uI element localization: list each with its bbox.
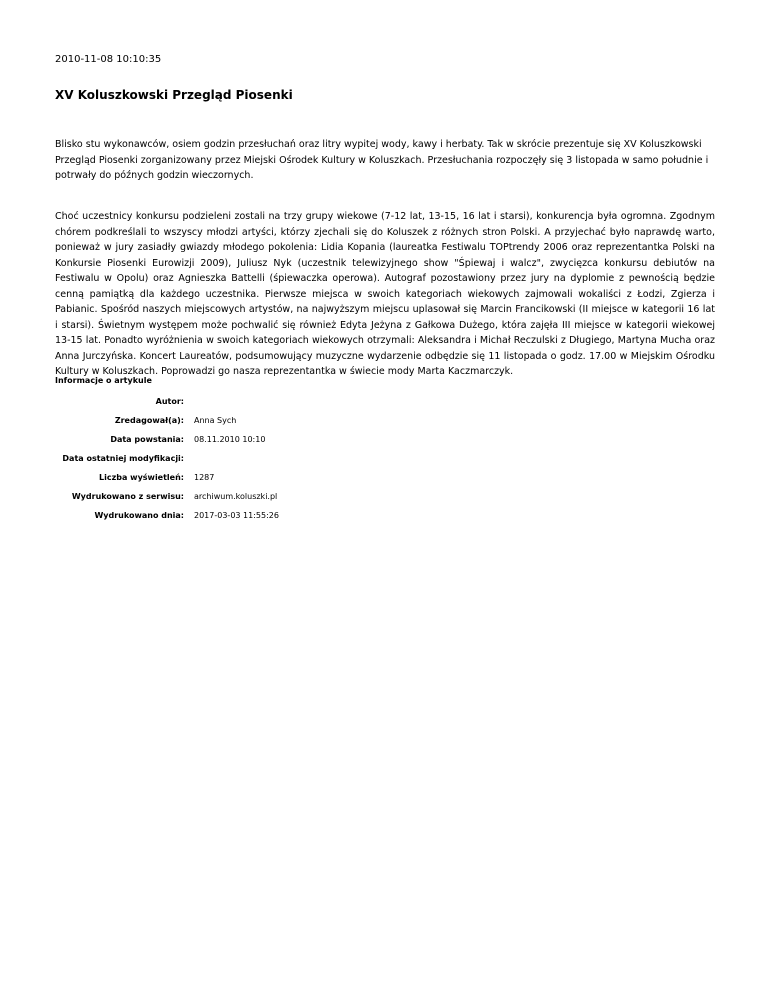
article-lead: Blisko stu wykonawców, osiem godzin przesłuchań oraz litry wypitej wody, kawy i herbaty. Tak w skrócie prezentuje się XV Koluszkowski Przegląd Piosenki zorganizowany przez Miejski Ośrodek Kultury w Koluszkach. Przesłuchania rozpoczęły się 3 listopada w samo południe i potrwały do późnych godzin wieczornych. (55, 139, 709, 181)
article-datetime: 2010-11-08 10:10:35 (55, 54, 162, 65)
info-label: Liczba wyświetleń: (99, 473, 184, 482)
info-row-author (55, 392, 279, 411)
article-title: XV Koluszkowski Przegląd Piosenki (55, 88, 293, 102)
article-body: Choć uczestnicy konkursu podzieleni zostali na trzy grupy wiekowe (7-12 lat, 13-15, 16 lat i starsi), konkurencja była ogromna. Zgodnym chórem podkreślali to wszyscy młodzi artyści, którzy zjechali się do Koluszek z różnych stron Polski. A przyjechać było naprawdę warto, ponieważ w jury zasiadły gwiazdy młodego pokolenia: Lidia Kopania (laureatka Festiwalu TOPtrendy 2006 oraz reprezentantka Polski na Konkursie Piosenki Eurowizji 2009), Juliusz Nyk (uczestnik telewizyjnego show "Śpiewaj i walcz", zwycięzca konkursu debiutów na Festiwalu w Opolu) oraz Agnieszka Battelli (śpiewaczka operowa). Autograf pozostawiony przez jury na dyplomie z pewnością będzie cenną pamiątką dla każdego uczestnika. Pierwsze miejsca w swoich kategoriach wiekowych zajmowali wokaliści z Łodzi, Zgierza i Pabianic. Spośród naszych miejscowych artystów, na najwyższym miejscu uplasował się Marcin Francikowski (II miejsce w kategorii 16 lat i starsi). Świetnym występem może pochwalić się również Edyta Jeżyna z Gałkowa Dużego, która zajęła III miejsce w kategorii wiekowej 13-15 lat. Ponadto wyróżnienia w swoich kategoriach wiekowych otrzymali: Aleksandra i Michał Reczulski z Długiego, Martyna Mucha oraz Anna Jurczyńska. Koncert Laureatów, podsumowujący muzyczne wydarzenie odbędzie się 11 listopada o godz. 17.00 w Miejskim Ośrodku Kultury w Koluszkach. Poprowadzi go nasza reprezentantka w świecie mody Marta Kaczmarczyk. (55, 211, 715, 377)
info-row-printed-on (55, 506, 279, 525)
article-info-table (55, 392, 279, 525)
article-info-heading: Informacje o artykule (55, 376, 152, 385)
info-label: Autor: (155, 397, 184, 406)
info-label: Zredagował(a): (114, 416, 184, 425)
info-row-modified (55, 449, 279, 468)
info-value (194, 392, 279, 411)
info-row-created (55, 430, 279, 449)
info-label: Data ostatniej modyfikacji: (62, 454, 184, 463)
info-value: 08.11.2010 10:10 (194, 435, 266, 444)
info-row-editor (55, 411, 279, 430)
info-value: Anna Sych (194, 416, 237, 425)
info-value: 1287 (194, 473, 215, 482)
info-row-views (55, 468, 279, 487)
info-value: 2017-03-03 11:55:26 (194, 511, 279, 520)
info-label: Wydrukowano dnia: (94, 511, 184, 520)
info-value: archiwum.koluszki.pl (194, 492, 278, 501)
info-label: Wydrukowano z serwisu: (71, 492, 184, 501)
info-label: Data powstania: (110, 435, 184, 444)
info-row-printed-from (55, 487, 279, 506)
info-value (194, 449, 279, 468)
